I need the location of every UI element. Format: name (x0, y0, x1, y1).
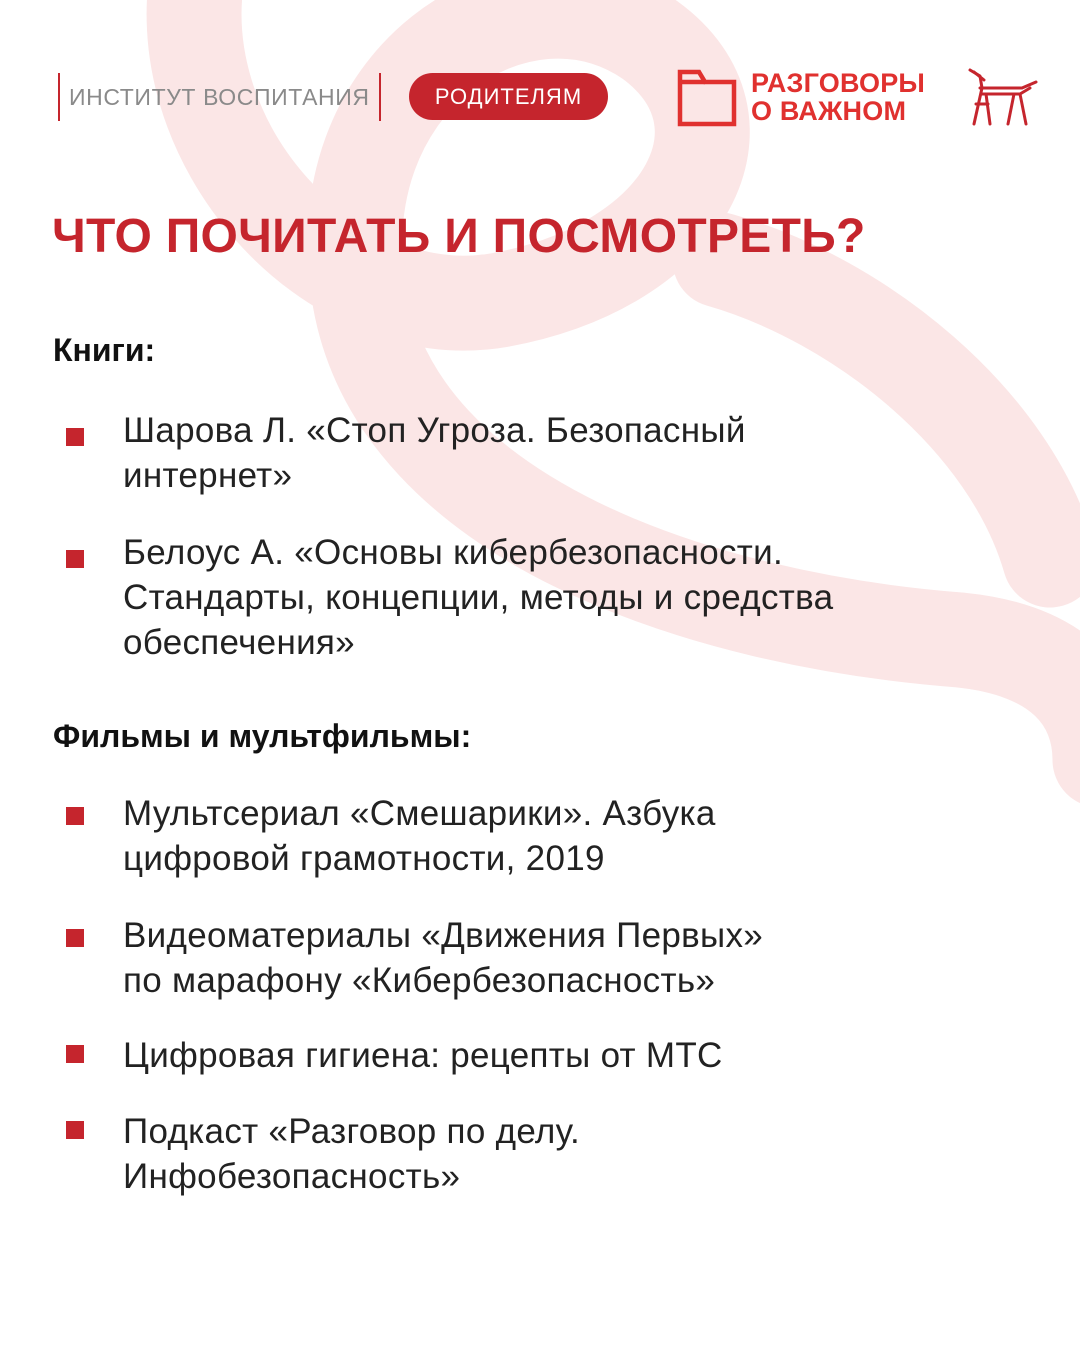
brand-name-line: О ВАЖНОМ (751, 96, 907, 126)
bullet-square (66, 550, 84, 568)
page-title: ЧТО ПОЧИТАТЬ И ПОСМОТРЕТЬ? (52, 210, 866, 263)
list-item-text: Белоус А. «Основы кибербезопасности. Стандарты, концепции, методы и средства обеспечения» (123, 533, 834, 662)
brand-logo (677, 66, 925, 128)
brand-name-line: РАЗГОВОРЫ (751, 68, 926, 98)
list-item-text: Цифровая гигиена: рецепты от МТС (123, 1036, 723, 1075)
bullet-square (66, 1121, 84, 1139)
bullet-square (66, 929, 84, 947)
horse-logo-icon (964, 66, 1040, 128)
folder-icon (677, 66, 737, 128)
brand-name (751, 69, 925, 125)
section-heading-books: Книги: (53, 332, 156, 368)
bullet-square (66, 428, 84, 446)
audience-badge: РОДИТЕЛЯМ (409, 73, 608, 120)
divider (379, 73, 381, 121)
org-block (58, 73, 381, 121)
list-item-text: Шарова Л. «Стоп Угроза. Безопасный интернет» (123, 411, 746, 495)
org-name: ИНСТИТУТ ВОСПИТАНИЯ (69, 83, 370, 110)
bullet-square (66, 807, 84, 825)
list-item-text: Подкаст «Разговор по делу. Инфобезопасность» (123, 1112, 580, 1196)
bullet-square (66, 1045, 84, 1063)
section-heading-films: Фильмы и мультфильмы: (53, 718, 472, 754)
list-item-text: Видеоматериалы «Движения Первых» по марафону «Кибербезопасность» (123, 916, 764, 1000)
list-item-text: Мультсериал «Смешарики». Азбука цифровой грамотности, 2019 (123, 794, 716, 878)
